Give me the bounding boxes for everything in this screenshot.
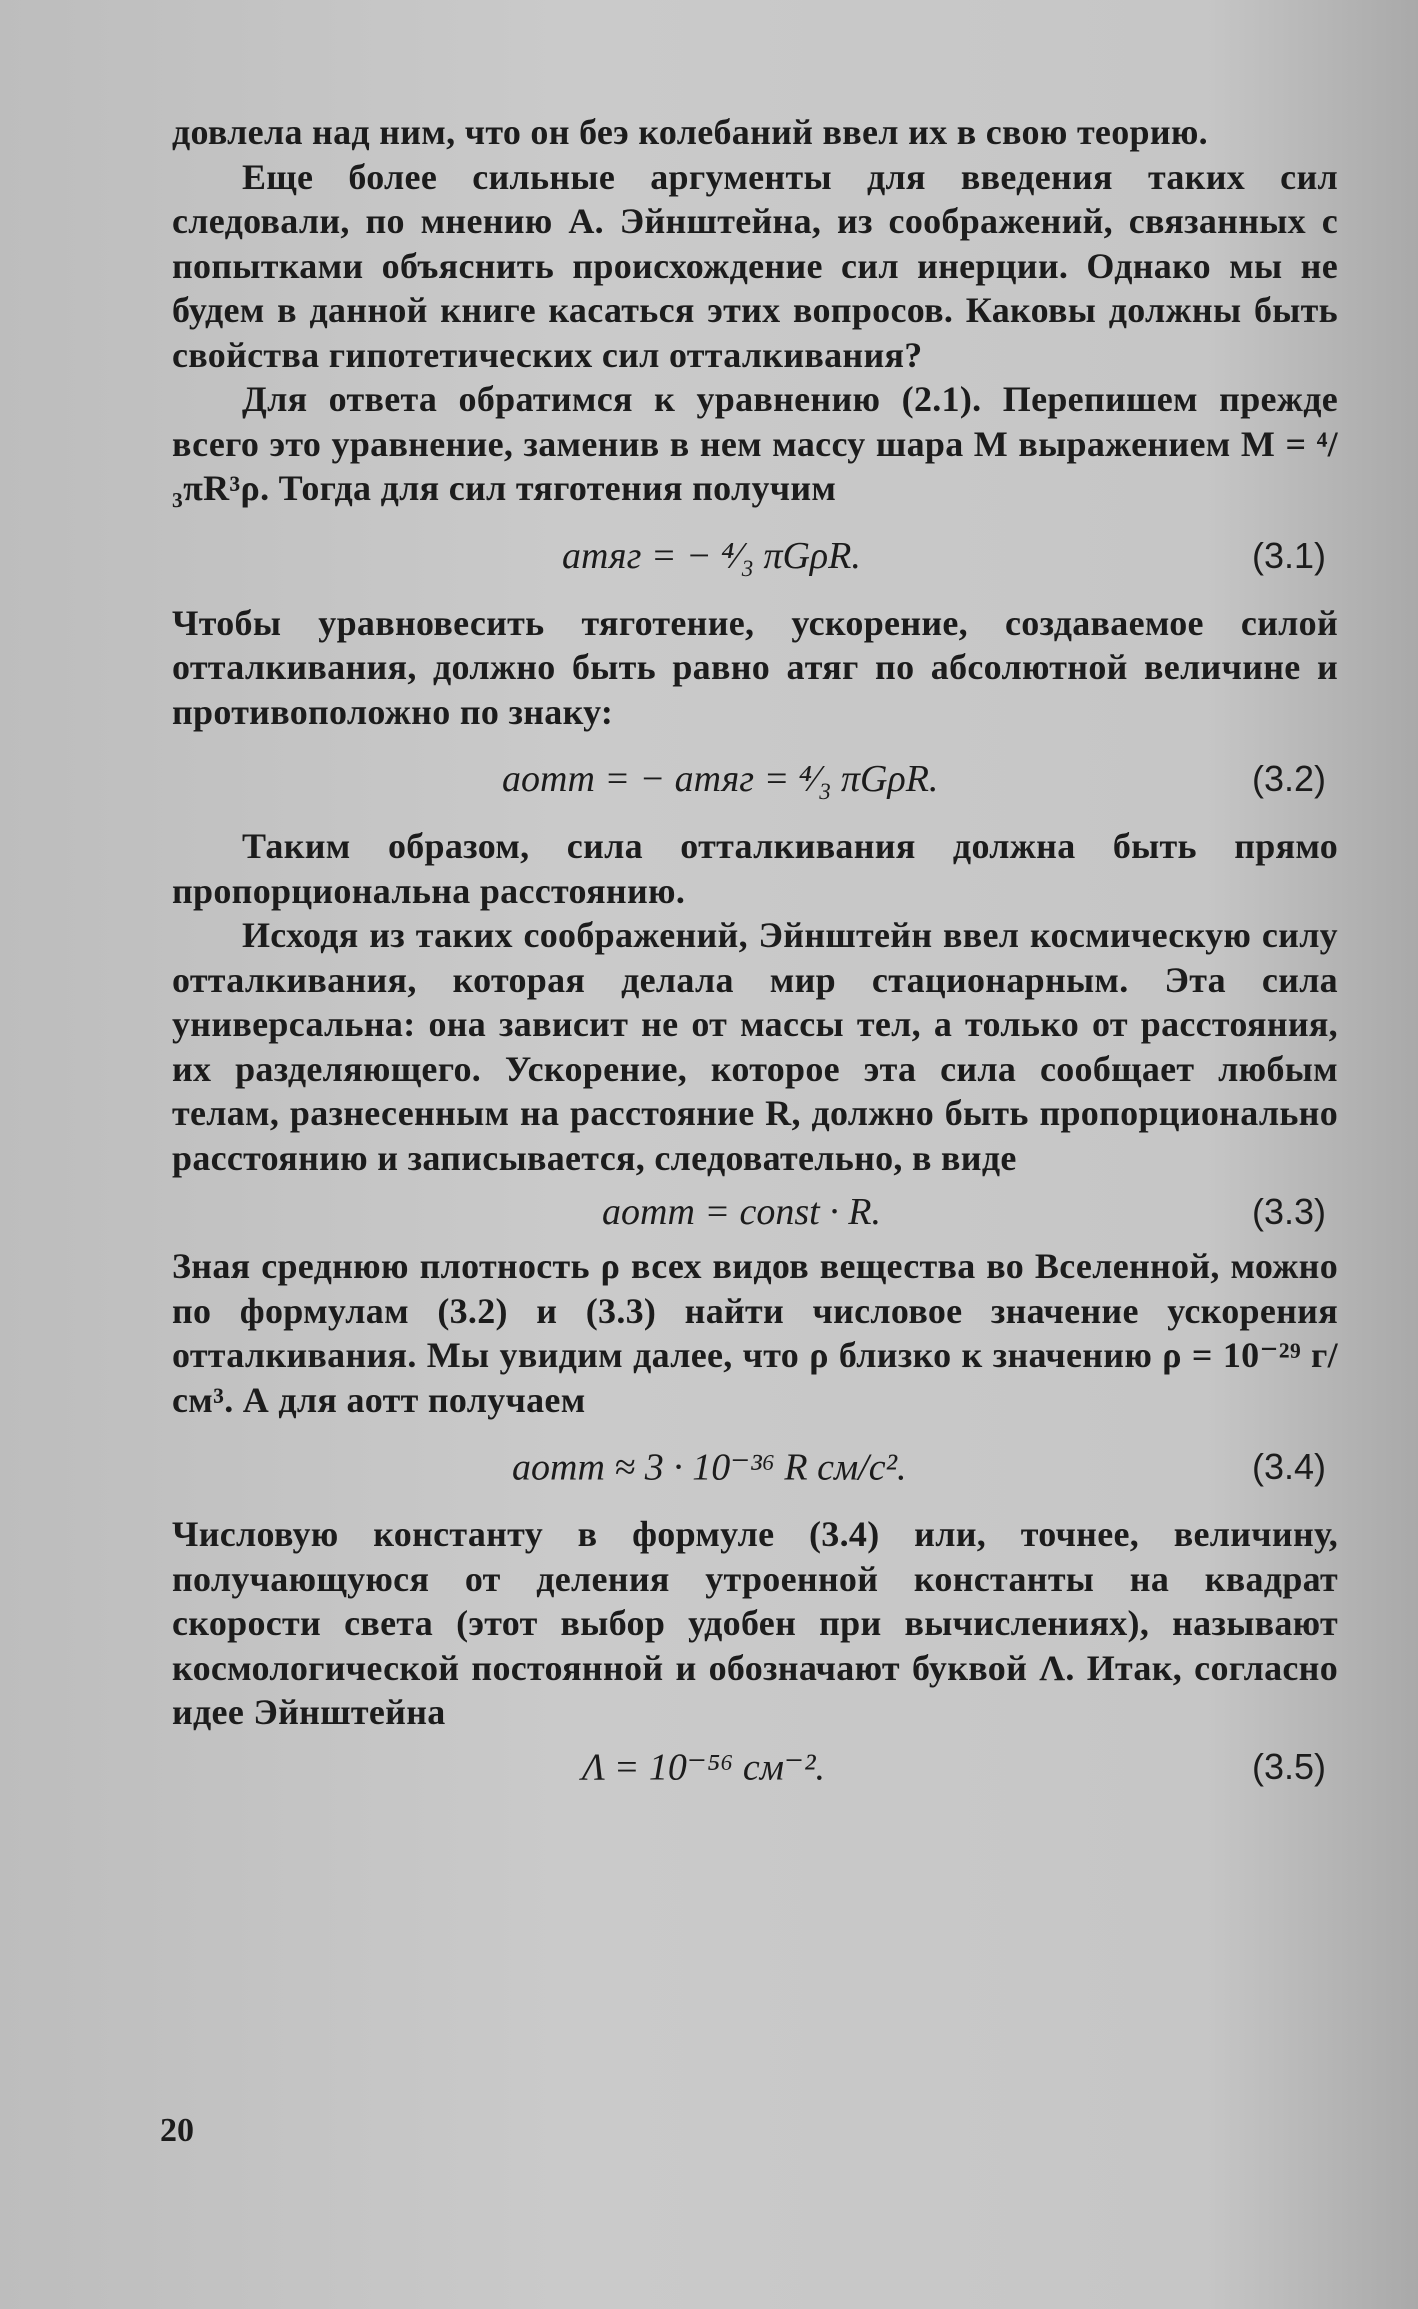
formula-3-4-number: (3.4) bbox=[1251, 1446, 1326, 1487]
paragraph-2: Еще более сильные аргументы для введения таких сил следовали, по мнению А. Эйнштейна, из соображений, связанных с попытками объяснить происхождение сил инерции. Однако мы не будем в данной книге касаться этих вопросов. Каковы должны быть свойства гипотетических сил отталкивания? bbox=[172, 156, 1338, 375]
formula-3-1-expression: aтяг = − ⁴⁄₃ πGρR. bbox=[562, 534, 861, 577]
formula-3-3-expression: aотт = const · R. bbox=[602, 1191, 881, 1233]
paragraph-7: Зная среднюю плотность ρ всех видов вещества во Вселенной, можно по формулам (3.2) и (3.3) найти числовое значение ускорения отталкивания. Мы увидим далее, что ρ близко к значению ρ = 10⁻²⁹ г/см³. А для aотт получаем bbox=[172, 1246, 1338, 1420]
paragraph-5: Таким образом, сила отталкивания должна быть прямо пропорциональна расстоянию. bbox=[172, 826, 1338, 911]
paragraph-1: довлела над ним, что он беэ колебаний ввел их в свою теорию. bbox=[172, 112, 1208, 152]
formula-3-5-expression: Λ = 10⁻⁵⁶ см⁻². bbox=[582, 1746, 825, 1788]
formula-3-4-expression: aотт ≈ 3 · 10⁻³⁶ R см/с². bbox=[512, 1446, 907, 1489]
page-body bbox=[172, 110, 1338, 1799]
formula-3-4 bbox=[172, 1422, 1338, 1512]
formula-3-2-number: (3.2) bbox=[1251, 758, 1326, 799]
formula-3-2 bbox=[172, 734, 1338, 824]
formula-3-3-number: (3.3) bbox=[1251, 1191, 1326, 1232]
paragraph-8: Числовую константу в формуле (3.4) или, точнее, величину, получающуюся от деления утроенной константы на квадрат скорости света (этот выбор удобен при вычислениях), называют космологической постоянной и обозначают буквой Λ. Итак, согласно идее Эйнштейна bbox=[172, 1514, 1338, 1732]
formula-3-1 bbox=[172, 511, 1338, 601]
formula-3-2-expression: aотт = − aтяг = ⁴⁄₃ πGρR. bbox=[502, 758, 939, 800]
page-number: 20 bbox=[160, 2112, 194, 2149]
paragraph-4: Чтобы уравновесить тяготение, ускорение, создаваемое силой отталкивания, должно быть равно aтяг по абсолютной величине и противоположно по знаку: bbox=[172, 602, 1338, 732]
formula-3-1-number: (3.1) bbox=[1251, 534, 1326, 576]
paragraph-3: Для ответа обратимся к уравнению (2.1). Перепишем прежде всего это уравнение, заменив в нем массу шара M выражением M = ⁴/₃πR³ρ. Тогда для сил тяготения получим bbox=[172, 379, 1338, 508]
formula-3-3 bbox=[172, 1180, 1338, 1244]
formula-3-5 bbox=[172, 1735, 1338, 1799]
formula-3-5-number: (3.5) bbox=[1251, 1745, 1326, 1787]
paragraph-6: Исходя из таких соображений, Эйнштейн ввел космическую силу отталкивания, которая делала мир стационарным. Эта сила универсальна: она зависит не от массы тел, а только от расстояния, их разделяющего. Ускорение, которое эта сила сообщает любым телам, разнесенным на расстояние R, должно быть пропорционально расстоянию и записывается, следовательно, в виде bbox=[172, 915, 1338, 1178]
